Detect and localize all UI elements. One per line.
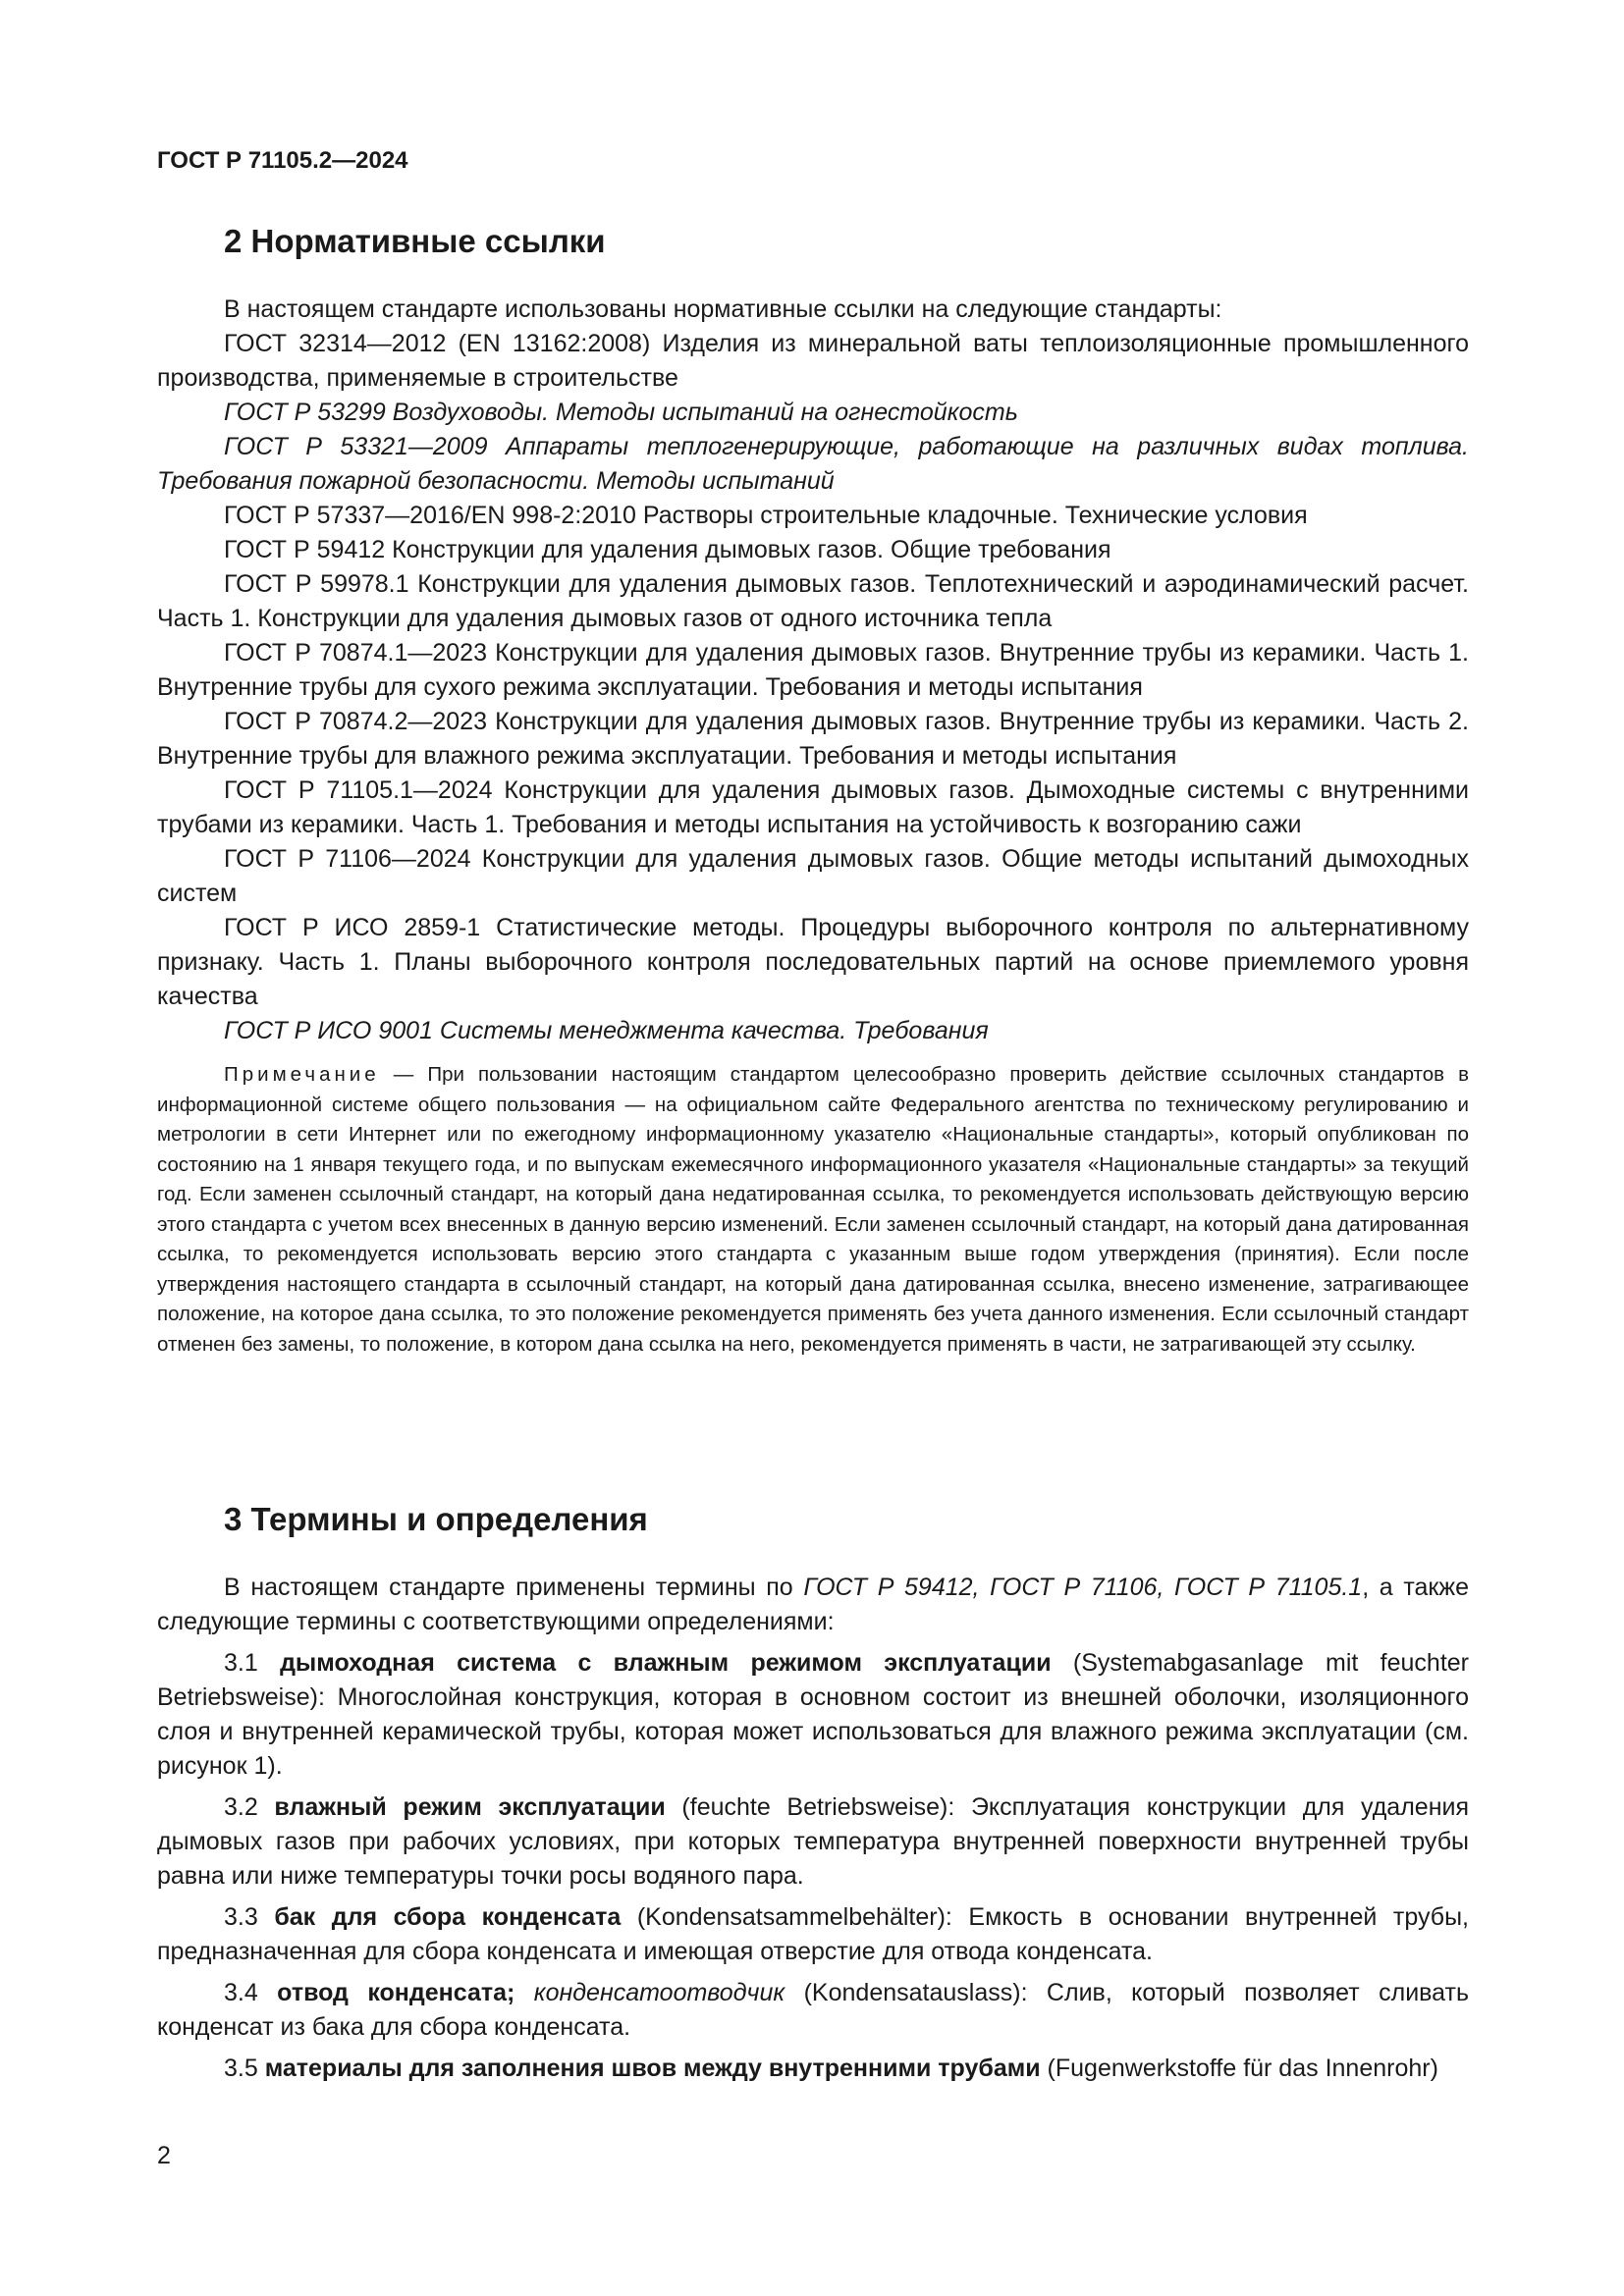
- reference-item: ГОСТ Р 59412 Конструкции для удаления дымовых газов. Общие требования: [224, 536, 1111, 563]
- reference-item: ГОСТ Р 53299 Воздуховоды. Методы испытаний на огнестойкость: [224, 399, 1018, 426]
- section-intro: В настоящем стандарте использованы нормативные ссылки на следующие стандарты:: [224, 295, 1222, 323]
- term-number: 3.1: [224, 1649, 281, 1677]
- term-number: 3.5: [224, 2055, 265, 2082]
- term-entry: [157, 1976, 1469, 2045]
- term-definition: (feuchte Betriebsweise): Эксплуатация конструкции для удаления дымовых газов при рабочих условиях, при которых температура внутренней поверхности внутренней трубы равна или ниже температуры точки росы водяного пара.: [157, 1793, 1470, 1890]
- term-definition: (Kondensatsammelbehälter): Емкость в основании внутренней трубы, предназначенная для сбора конденсата и имеющая отверстие для отвода конденсата.: [157, 1903, 1470, 1965]
- reference-item: ГОСТ Р 53321—2009 Аппараты теплогенерирующие, работающие на различных видах топлива. Требования пожарной безопасности. Методы испытаний: [157, 433, 1469, 495]
- term-name: дымоходная система с влажным режимом эксплуатации: [280, 1649, 1052, 1677]
- reference-item: ГОСТ Р 59978.1 Конструкции для удаления дымовых газов. Теплотехнический и аэродинамический расчет. Часть 1. Конструкции для удаления дымовых газов от одного источника тепла: [157, 570, 1469, 632]
- intro-text-end: , а также следующие термины с соответствующими определениями:: [157, 1574, 1469, 1635]
- term-number: 3.3: [224, 1903, 275, 1931]
- section-heading: 3 Термины и определения: [224, 1501, 648, 1537]
- reference-list: [157, 327, 1469, 1048]
- term-name: отвод конденсата;: [277, 1979, 515, 2006]
- section-heading: 2 Нормативные ссылки: [224, 223, 606, 259]
- reference-item: ГОСТ Р ИСО 2859-1 Статистические методы. Процедуры выборочного контроля по альтернативному признаку. Часть 1. Планы выборочного контроля последовательных партий на основе приемлемого уровня качества: [157, 914, 1469, 1010]
- note-text: — При пользовании настоящим стандартом целесообразно проверить действие ссылочных стандартов в информационной системе общего пользования — на официальном сайте Федерального агентства по техническому регулированию и метрологии в сети Интернет или по ежегодному информационному указателю «Национальные стандарты», который опубликован по состоянию на 1 января текущего года, и по выпускам ежемесячного информационного указателя «Национальные стандарты» за текущий год. Если заменен ссылочный стандарт, на который дана недатированная ссылка, то рекомендуется использовать действующую версию этого стандарта с учетом всех внесенных в данную версию изменений. Если заменен ссылочный стандарт, на который дана датированная ссылка, то рекомендуется использовать версию этого стандарта с указанным выше годом утверждения (принятия). Если после утверждения настоящего стандарта в ссылочный стандарт, на который дана датированная ссылка, внесено изменение, затрагивающее положение, на которое дана ссылка, то это положение рекомендуется применять без учета данного изменения. Если ссылочный стандарт отменен без замены, то положение, в котором дана ссылка на него, рекомендуется применять в части, не затрагивающей эту ссылку.: [157, 1063, 1469, 1356]
- term-name: материалы для заполнения швов между внутренними трубами: [264, 2055, 1041, 2082]
- term-number: 3.2: [224, 1793, 275, 1821]
- term-definition: (Kondensatauslass): Слив, который позволяет сливать конденсат из бака для сбора конденсата.: [157, 1979, 1470, 2041]
- reference-item: ГОСТ Р ИСО 9001 Системы менеджмента качества. Требования: [224, 1017, 989, 1044]
- reference-item: ГОСТ Р 71105.1—2024 Конструкции для удаления дымовых газов. Дымоходные системы с внутренними трубами из керамики. Часть 1. Требования и методы испытания на устойчивость к возгоранию сажи: [157, 776, 1469, 838]
- term-number: 3.4: [224, 1979, 278, 2006]
- reference-item: ГОСТ Р 57337—2016/EN 998-2:2010 Растворы строительные кладочные. Технические условия: [224, 502, 1308, 529]
- reference-item: ГОСТ Р 70874.2—2023 Конструкции для удаления дымовых газов. Внутренние трубы из керамики. Часть 2. Внутренние трубы для влажного режима эксплуатации. Требования и методы испытания: [157, 708, 1469, 770]
- term-definition: (Fugenwerkstoffe für das Innenrohr): [1040, 2055, 1438, 2082]
- term-synonym: конденсатоотводчик: [514, 1979, 785, 2006]
- intro-references: ГОСТ Р 59412, ГОСТ Р 71106, ГОСТ Р 71105.1: [803, 1574, 1363, 1601]
- term-list: [157, 1646, 1469, 2086]
- term-definition: (Systemabgasanlage mit feuchter Betriebsweise): Многослойная конструкция, которая в основном состоит из внешней оболочки, изоляционного слоя и внутренней керамической трубы, которая может использоваться для влажного режима эксплуатации (см. рисунок 1).: [157, 1649, 1470, 1780]
- section-normative-references: [157, 222, 1469, 1360]
- document-code: ГОСТ Р 71105.2—2024: [157, 147, 408, 174]
- reference-item: ГОСТ Р 71106—2024 Конструкции для удаления дымовых газов. Общие методы испытаний дымоходных систем: [157, 845, 1469, 907]
- note-paragraph: [157, 1060, 1469, 1360]
- reference-item: ГОСТ 32314—2012 (EN 13162:2008) Изделия из минеральной ваты теплоизоляционные промышленного производства, применяемые в строительстве: [157, 330, 1469, 392]
- term-name: бак для сбора конденсата: [274, 1903, 622, 1931]
- term-entry: [157, 2052, 1469, 2086]
- note-label: Примечание: [224, 1063, 380, 1086]
- page-number: 2: [157, 2142, 171, 2169]
- section-intro: [157, 1571, 1469, 1639]
- term-entry: [157, 1790, 1469, 1894]
- reference-item: ГОСТ Р 70874.1—2023 Конструкции для удаления дымовых газов. Внутренние трубы из керамики. Часть 1. Внутренние трубы для сухого режима эксплуатации. Требования и методы испытания: [157, 639, 1469, 701]
- intro-text-start: В настоящем стандарте применены термины по: [224, 1574, 804, 1601]
- term-entry: [157, 1646, 1469, 1784]
- term-name: влажный режим эксплуатации: [274, 1793, 666, 1821]
- section-terms-definitions: [157, 1500, 1469, 2086]
- term-entry: [157, 1900, 1469, 1969]
